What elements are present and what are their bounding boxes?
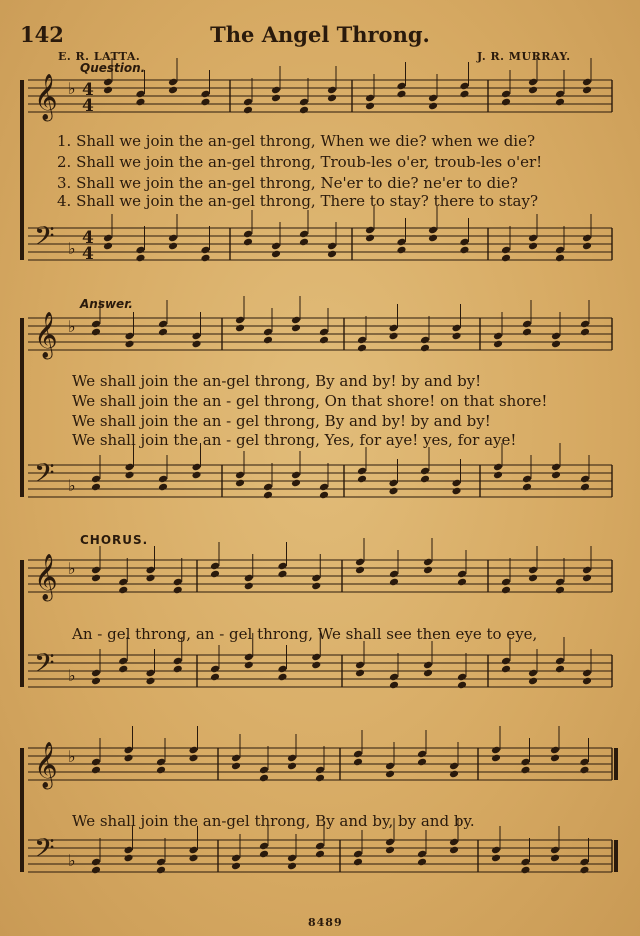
notehead [528,86,538,95]
notehead [263,491,273,500]
treble-clef: 𝄞 [34,742,58,788]
notehead [528,574,538,583]
notehead [210,673,220,682]
notehead [91,866,101,875]
notehead [188,754,198,763]
notehead [388,487,398,496]
notehead [522,483,532,492]
notehead [145,677,155,686]
treble-clef: 𝄞 [34,312,58,358]
notehead [555,254,565,263]
flat-key-signature: ♭ [68,476,76,495]
bass-clef: 𝄢 [34,220,55,258]
notehead [277,673,287,682]
notehead [311,661,321,670]
notehead [311,582,321,591]
notehead [315,850,325,859]
section-label-question: Question. [80,61,146,75]
notehead [263,336,273,345]
notehead [389,578,399,587]
question-verse-4: 4. Shall we join the an-gel throng, There to stay? there to stay? [57,192,538,210]
notehead [291,324,301,333]
bass-clef: 𝄢 [34,457,55,495]
notehead [501,254,511,263]
notehead [118,586,128,595]
lyricist-credit: E. R. LATTA. [58,50,141,63]
flat-key-signature: ♭ [68,79,76,98]
time-signature-top: 4 [82,228,94,248]
notehead [235,324,245,333]
notehead [299,238,309,247]
treble-clef: 𝄞 [34,74,58,120]
notehead [388,332,398,341]
notehead [491,854,501,863]
flat-key-signature: ♭ [68,666,76,685]
notehead [428,234,438,243]
notehead [287,862,297,871]
notehead [555,586,565,595]
notehead [522,328,532,337]
notehead [173,665,183,674]
notehead [428,102,438,111]
notehead [417,758,427,767]
notehead [277,570,287,579]
notehead [396,90,406,99]
notehead [259,774,269,783]
notehead [459,246,469,255]
notehead [457,578,467,587]
notehead [555,98,565,107]
flat-key-signature: ♭ [68,747,76,766]
notehead [243,238,253,247]
question-verse-1: 1. Shall we join the an-gel throng, When we die? when we die? [57,132,536,150]
notehead [327,250,337,259]
notehead [385,770,395,779]
notehead [579,766,589,775]
section-label-answer: Answer. [80,297,133,311]
composer-credit: J. R. MURRAY. [477,50,571,63]
page-code: 8489 [308,916,343,929]
answer-verse-3: We shall join the an - gel throng, By and by! by and by! [72,412,491,430]
notehead [417,858,427,867]
answer-verse-4: We shall join the an - gel throng, Yes, for aye! yes, for aye! [72,431,517,449]
flat-key-signature: ♭ [68,559,76,578]
notehead [231,862,241,871]
notehead [244,661,254,670]
notehead [158,328,168,337]
notehead [353,758,363,767]
notehead [168,86,178,95]
answer-verse-1: We shall join the an-gel throng, By and by! by and by! [72,372,482,390]
notehead [579,866,589,875]
notehead [555,665,565,674]
question-verse-3: 3. Shall we join the an-gel throng, Ne'er to die? ne'er to die? [57,174,518,192]
notehead [123,854,133,863]
notehead [271,94,281,103]
notehead [355,669,365,678]
notehead [582,86,592,95]
notehead [491,754,501,763]
notehead [156,866,166,875]
notehead [200,254,210,263]
notehead [520,766,530,775]
notehead [124,340,134,349]
notehead [244,582,254,591]
notehead [457,681,467,690]
notehead [145,574,155,583]
notehead [231,762,241,771]
notehead [287,762,297,771]
notehead [449,846,459,855]
chorus-line-1: An - gel throng, an - gel throng, We shall see then eye to eye, [72,625,538,643]
notehead [389,681,399,690]
notehead [357,344,367,353]
notehead [103,86,113,95]
notehead [550,754,560,763]
flat-key-signature: ♭ [68,239,76,258]
notehead [327,94,337,103]
notehead [271,250,281,259]
notehead [91,574,101,583]
notehead [385,846,395,855]
notehead [449,770,459,779]
notehead [501,586,511,595]
notehead [124,471,134,480]
notehead [299,106,309,115]
notehead [582,242,592,251]
notehead [580,483,590,492]
section-label-chorus: CHORUS. [80,533,149,547]
notehead [528,677,538,686]
notehead [91,483,101,492]
notehead [200,98,210,107]
notehead [355,566,365,575]
chorus-line-2: We shall join the an-gel throng, By and by, by and by. [72,812,475,830]
notehead [365,234,375,243]
notehead [123,754,133,763]
notehead [156,766,166,775]
notehead [501,98,511,107]
notehead [520,866,530,875]
notehead [451,332,461,341]
song-title: The Angel Throng. [210,22,430,47]
notehead [423,669,433,678]
notehead [551,340,561,349]
notehead [191,471,201,480]
notehead [91,766,101,775]
time-signature-bottom: 4 [82,96,94,116]
answer-verse-2: We shall join the an - gel throng, On that shore! on that shore! [72,392,548,410]
question-verse-2: 2. Shall we join the an-gel throng, Troub-les o'er, troub-les o'er! [57,153,543,171]
notehead [396,246,406,255]
notehead [319,336,329,345]
notehead [528,242,538,251]
notehead [168,242,178,251]
notehead [243,106,253,115]
notehead [91,677,101,686]
notehead [319,491,329,500]
notehead [210,570,220,579]
notehead [235,479,245,488]
notehead [188,854,198,863]
notehead [259,850,269,859]
notehead [459,90,469,99]
notehead [550,854,560,863]
notehead [135,98,145,107]
notehead [315,774,325,783]
notehead [580,328,590,337]
page-number: 142 [20,22,64,47]
notehead [551,471,561,480]
notehead [291,479,301,488]
treble-clef: 𝄞 [34,554,58,600]
notehead [501,665,511,674]
bass-clef: 𝄢 [34,832,55,870]
notehead [173,586,183,595]
bass-clef: 𝄢 [34,647,55,685]
notehead [135,254,145,263]
notehead [353,858,363,867]
notehead [420,475,430,484]
notehead [357,475,367,484]
notehead [420,344,430,353]
notehead [365,102,375,111]
notehead [493,471,503,480]
notehead [191,340,201,349]
time-signature-bottom: 4 [82,244,94,264]
notehead [118,665,128,674]
notehead [582,574,592,583]
notehead [582,677,592,686]
time-signature-top: 4 [82,80,94,100]
flat-key-signature: ♭ [68,851,76,870]
notehead [103,242,113,251]
notehead [423,566,433,575]
flat-key-signature: ♭ [68,317,76,336]
notehead [493,340,503,349]
notehead [158,483,168,492]
notehead [91,328,101,337]
notehead [451,487,461,496]
